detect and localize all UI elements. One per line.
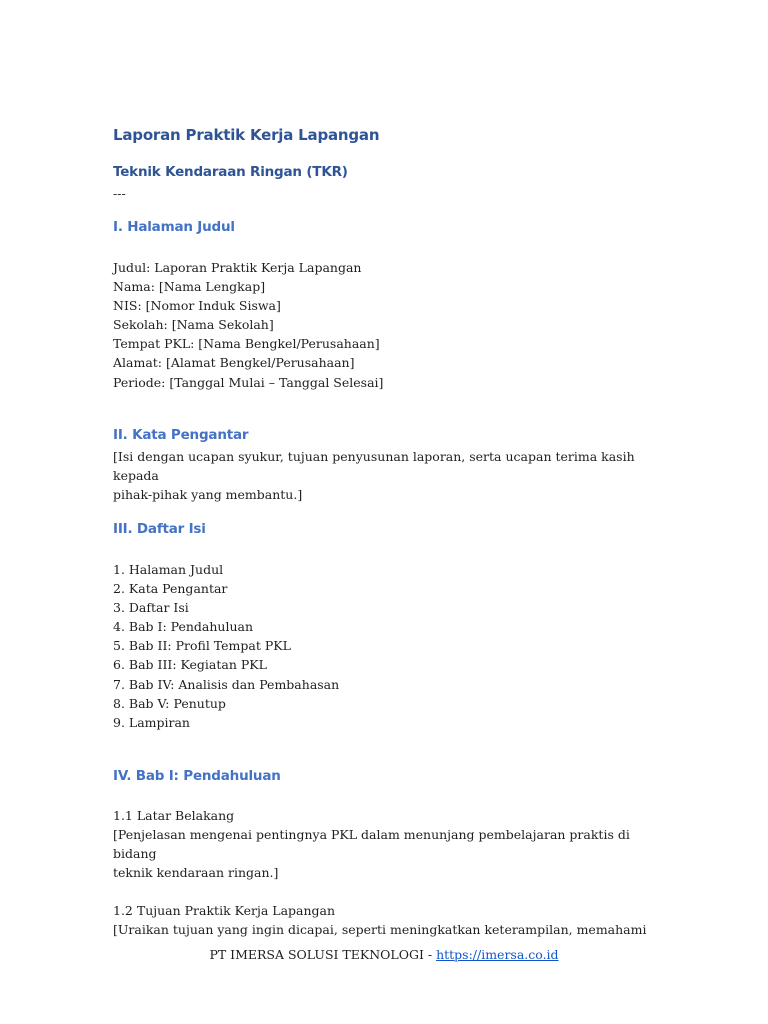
document-title: Laporan Praktik Kerja Lapangan bbox=[113, 126, 380, 144]
toc-item: 9. Lampiran bbox=[113, 714, 190, 730]
subsection-title-tujuan: 1.2 Tujuan Praktik Kerja Lapangan bbox=[113, 903, 336, 919]
detail-sekolah: Sekolah: [Nama Sekolah] bbox=[113, 317, 274, 333]
detail-tempat-pkl: Tempat PKL: [Nama Bengkel/Perusahaan] bbox=[113, 336, 380, 352]
page-footer bbox=[0, 945, 768, 964]
section-heading-bab1: IV. Bab I: Pendahuluan bbox=[113, 767, 281, 784]
detail-alamat: Alamat: [Alamat Bengkel/Perusahaan] bbox=[113, 355, 355, 371]
document-subtitle: Teknik Kendaraan Ringan (TKR) bbox=[113, 164, 348, 180]
toc-item: 6. Bab III: Kegiatan PKL bbox=[113, 657, 267, 673]
footer-company: PT IMERSA SOLUSI TEKNOLOGI - bbox=[209, 947, 437, 962]
detail-nama: Nama: [Nama Lengkap] bbox=[113, 279, 266, 295]
detail-periode: Periode: [Tanggal Mulai – Tanggal Selesai] bbox=[113, 374, 384, 390]
detail-judul: Judul: Laporan Praktik Kerja Lapangan bbox=[113, 260, 362, 275]
toc-item: 8. Bab V: Penutup bbox=[113, 695, 226, 711]
section-heading-kata-pengantar: II. Kata Pengantar bbox=[113, 426, 249, 443]
latar-belakang-text: [Penjelasan mengenai pentingnya PKL dalam menunjang pembelajaran praktis di bidang teknik kendaraan ringan.] bbox=[113, 826, 630, 881]
toc-item: 2. Kata Pengantar bbox=[113, 581, 228, 597]
separator-line: --- bbox=[113, 186, 126, 201]
section-heading-daftar-isi: III. Daftar Isi bbox=[113, 520, 206, 537]
document-content bbox=[113, 124, 653, 939]
title-page-details bbox=[113, 258, 653, 392]
table-of-contents bbox=[113, 560, 653, 732]
toc-item: 7. Bab IV: Analisis dan Pembahasan bbox=[113, 676, 340, 692]
toc-item: 3. Daftar Isi bbox=[113, 600, 189, 616]
kata-pengantar-text: [Isi dengan ucapan syukur, tujuan penyusunan laporan, serta ucapan terima kasih kepada pihak-pihak yang membantu.] bbox=[113, 448, 635, 502]
toc-item: 5. Bab II: Profil Tempat PKL bbox=[113, 638, 291, 654]
section-heading-halaman-judul: I. Halaman Judul bbox=[113, 219, 235, 235]
detail-nis: NIS: [Nomor Induk Siswa] bbox=[113, 298, 281, 314]
footer-website-link[interactable]: https://imersa.co.id bbox=[436, 947, 559, 962]
tujuan-text: [Uraikan tujuan yang ingin dicapai, seperti meningkatkan keterampilan, memahami bbox=[113, 922, 647, 938]
toc-item: 4. Bab I: Pendahuluan bbox=[113, 619, 254, 635]
toc-item: 1. Halaman Judul bbox=[113, 561, 224, 577]
subsection-title-latar-belakang: 1.1 Latar Belakang bbox=[113, 807, 235, 823]
